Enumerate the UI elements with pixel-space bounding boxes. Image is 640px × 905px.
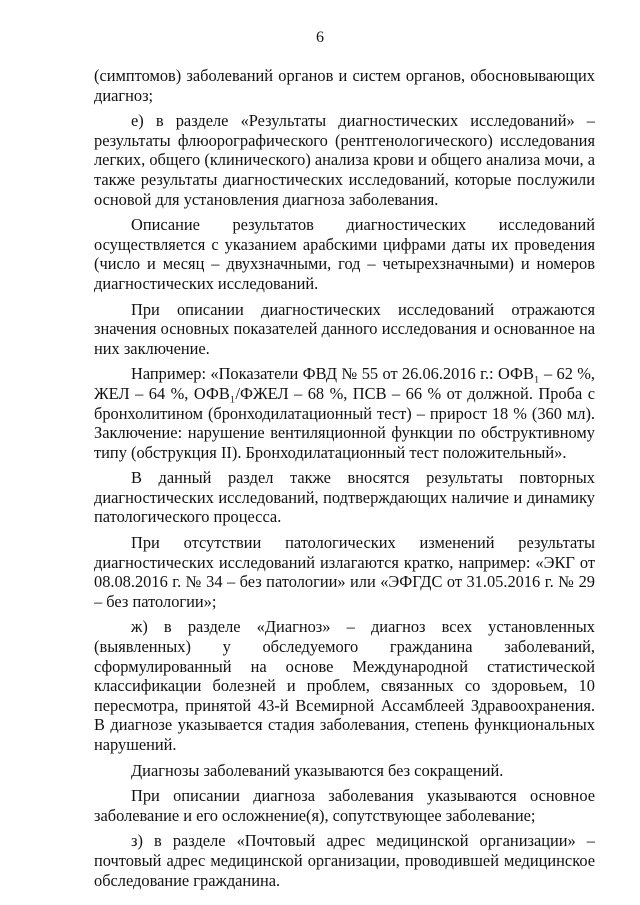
paragraph-diagnosis-description: При описании диагноза заболевания указываются основное заболевание и его осложнение(я), сопутствующее заболевание; <box>94 786 595 825</box>
paragraph-results-description: Описание результатов диагностических исследований осуществляется с указанием арабскими цифрами даты их проведения (число и месяц – двухзначными, год – четырехзначными) и номеров диагностических исследований. <box>94 215 595 293</box>
paragraph-indicator-values: При описании диагностических исследований отражаются значения основных показателей данного исследования и основанное на них заключение. <box>94 299 595 358</box>
document-body <box>94 66 595 896</box>
paragraph-section-zh-diagnosis: ж) в разделе «Диагноз» – диагноз всех установленных (выявленных) у обследуемого гражданина заболеваний, сформулированный на основе Международной статистической классификации болезней и проблем, связанных со здоровьем, 10 пересмотра, принятой 43-й Всемирной Ассамблеей Здравоохранения. В диагнозе указывается стадия заболевания, степень функциональных нарушений. <box>94 617 595 754</box>
paragraph-section-z-address: з) в разделе «Почтовый адрес медицинской организации» – почтовый адрес медицинской организации, проводившей медицинское обследование гражданина. <box>94 831 595 890</box>
paragraph-symptoms-continuation: (симптомов) заболеваний органов и систем органов, обосновывающих диагноз; <box>94 66 595 105</box>
paragraph-section-e: е) в разделе «Результаты диагностических исследований» – результаты флюорографического (рентгенологического) исследования легких, общего (клинического) анализа крови и общего анализа мочи, а также результаты диагностических исследований, которые послужили основой для установления диагноза заболевания. <box>94 111 595 209</box>
page-number: 6 <box>316 29 324 46</box>
paragraph-example-fvd: Например: «Показатели ФВД № 55 от 26.06.2016 г.: ОФВ₁ – 62 %, ЖЕЛ – 64 %, ОФВ₁/ФЖЕЛ – 68 %, ПСВ – 66 % от должной. Проба с бронхолитином (бронходилатационный тест) – прирост 18 % (360 мл). Заключение: нарушение вентиляционной функции по обструктивному типу (обструкция II). Бронходилатационный тест положительный». <box>94 364 595 462</box>
paragraph-repeat-studies: В данный раздел также вносятся результаты повторных диагностических исследований, подтверждающих наличие и динамику патологического процесса. <box>94 468 595 527</box>
paragraph-no-abbreviations: Диагнозы заболеваний указываются без сокращений. <box>131 760 504 780</box>
paragraph-no-pathology: При отсутствии патологических изменений результаты диагностических исследований излагаются кратко, например: «ЭКГ от 08.08.2016 г. № 34 – без патологии» или «ЭФГДС от 31.05.2016 г. № 29 – без патологии»; <box>94 533 595 611</box>
